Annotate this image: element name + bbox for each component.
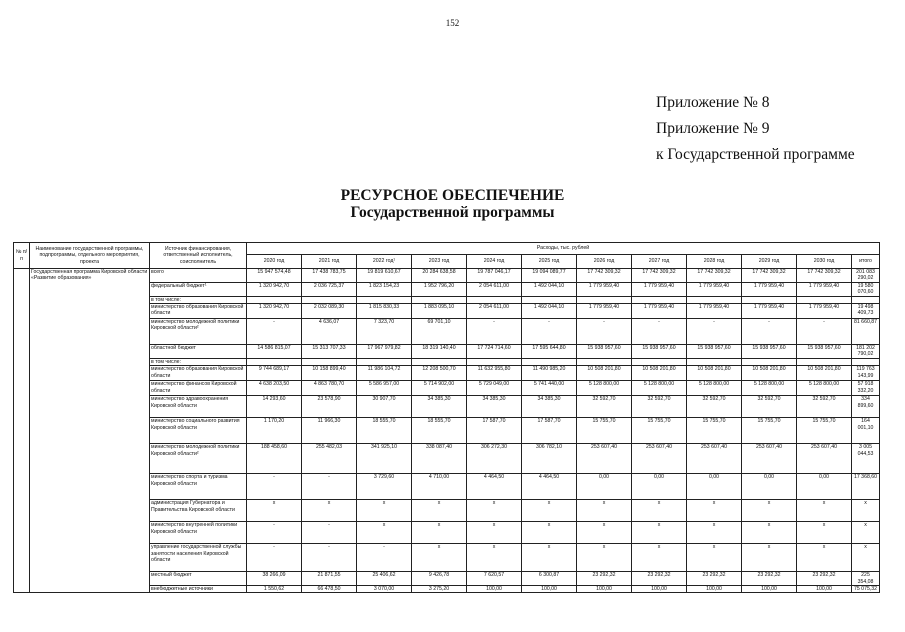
value-cell: x [632,544,687,572]
value-cell: 5 586 957,00 [357,381,412,396]
value-cell: 11 632 955,80 [467,366,522,381]
value-cell: 10 508 201,80 [797,366,852,381]
value-cell: 23 292,32 [742,572,797,586]
value-cell: x [742,500,797,522]
total-cell: 181 202 790,02 [852,345,880,359]
value-cell: 253 607,40 [577,444,632,474]
source-cell: управление государственной службы занятости населения Кировской области [150,544,247,572]
value-cell: 100,00 [687,586,742,593]
value-cell: 34 385,30 [522,396,577,418]
value-cell: 15 938 957,60 [632,345,687,359]
value-cell: 15 947 574,48 [247,269,302,283]
value-cell: 1 779 959,40 [632,304,687,319]
source-cell: в том числе: [150,358,247,365]
value-cell: 0,00 [742,474,797,500]
value-cell: 20 284 638,58 [412,269,467,283]
value-cell: x [632,500,687,522]
value-cell [412,296,467,303]
value-cell: 17 742 309,32 [797,269,852,283]
value-cell: x [797,500,852,522]
value-cell: x [797,544,852,572]
header-expenses: Расходы, тыс. рублей [247,243,880,255]
value-cell: 19 787 046,17 [467,269,522,283]
value-cell: 10 508 201,80 [632,366,687,381]
value-cell: 19 819 610,67 [357,269,412,283]
header-year: 2027 год [632,255,687,269]
value-cell: 15 938 957,60 [687,345,742,359]
value-cell: 15 313 707,33 [302,345,357,359]
value-cell [247,358,302,365]
source-cell: в том числе: [150,296,247,303]
value-cell: - [742,319,797,345]
value-cell: 15 938 957,60 [742,345,797,359]
value-cell: 1 492 044,10 [522,304,577,319]
source-cell: министерство внутренней политики Кировской области [150,522,247,544]
value-cell: 255 482,03 [302,444,357,474]
value-cell: 10 158 899,40 [302,366,357,381]
value-cell: 1 779 959,40 [742,304,797,319]
header-year: 2022 год¹ [357,255,412,269]
value-cell: 4 464,50 [522,474,577,500]
total-cell: 119 763 143,99 [852,366,880,381]
value-cell: 25 406,62 [357,572,412,586]
value-cell: 11 490 985,20 [522,366,577,381]
value-cell: 1 952 796,20 [412,282,467,296]
value-cell: x [412,522,467,544]
header-year: 2029 год [742,255,797,269]
value-cell: x [357,500,412,522]
value-cell: 1 492 044,10 [522,282,577,296]
value-cell [687,296,742,303]
value-cell: 2 054 611,00 [467,304,522,319]
value-cell: 0,00 [797,474,852,500]
total-cell: x [852,500,880,522]
value-cell [357,358,412,365]
value-cell: x [247,500,302,522]
value-cell: 15 938 957,60 [577,345,632,359]
total-cell: 57 918 332,20 [852,381,880,396]
value-cell [247,296,302,303]
value-cell: 6 300,87 [522,572,577,586]
value-cell: x [687,544,742,572]
header-year: 2021 год [302,255,357,269]
value-cell: 23 292,32 [687,572,742,586]
value-cell: 14 293,60 [247,396,302,418]
value-cell: 66 478,50 [302,586,357,593]
document-title [0,187,905,221]
value-cell: 100,00 [797,586,852,593]
value-cell: 5 741 440,00 [522,381,577,396]
total-cell: 75 075,32 [852,586,880,593]
value-cell [687,358,742,365]
value-cell: x [357,522,412,544]
value-cell: - [247,544,302,572]
value-cell: 100,00 [577,586,632,593]
value-cell [797,296,852,303]
value-cell: 7 323,70 [357,319,412,345]
header-total: итого [852,255,880,269]
value-cell: 23 292,32 [577,572,632,586]
value-cell: - [687,319,742,345]
value-cell [522,296,577,303]
value-cell: - [302,474,357,500]
value-cell [742,358,797,365]
value-cell: 12 208 500,70 [412,366,467,381]
value-cell: 306 272,30 [467,444,522,474]
value-cell: 253 607,40 [632,444,687,474]
value-cell: 23 292,32 [632,572,687,586]
value-cell: 4 710,00 [412,474,467,500]
value-cell: x [577,500,632,522]
value-cell: 2 036 725,37 [302,282,357,296]
source-cell: министерство здравоохранения Кировской области [150,396,247,418]
value-cell [467,358,522,365]
value-cell [742,296,797,303]
source-cell: министерство финансов Кировской области [150,381,247,396]
value-cell: 15 938 957,60 [797,345,852,359]
source-cell: федеральный бюджет¹ [150,282,247,296]
value-cell: x [577,522,632,544]
value-cell: 1 779 959,40 [687,282,742,296]
value-cell: 10 508 201,80 [687,366,742,381]
value-cell: 1 779 959,40 [632,282,687,296]
header-year: 2030 год [797,255,852,269]
source-cell: министерство молодежной политики Кировской области² [150,319,247,345]
value-cell [357,296,412,303]
value-cell: x [467,544,522,572]
value-cell: 1 320 942,70 [247,304,302,319]
value-cell: 5 128 800,00 [577,381,632,396]
program-name-cell: Государственная программа Кировской области «Развитие образования» [30,269,150,593]
value-cell: 10 508 201,80 [742,366,797,381]
value-cell: 3 070,00 [357,586,412,593]
value-cell: 5 128 800,00 [797,381,852,396]
value-cell: 17 742 309,32 [577,269,632,283]
value-cell: 3 729,60 [357,474,412,500]
value-cell: 34 385,30 [467,396,522,418]
value-cell: 1 779 959,40 [577,282,632,296]
value-cell: 7 620,57 [467,572,522,586]
value-cell: 18 555,70 [412,418,467,444]
header-year: 2023 год [412,255,467,269]
value-cell: x [742,522,797,544]
table-row [14,269,880,283]
value-cell: 5 714 902,00 [412,381,467,396]
total-cell: 334 899,60 [852,396,880,418]
value-cell: 3 275,20 [412,586,467,593]
value-cell: x [522,500,577,522]
total-cell: x [852,522,880,544]
value-cell: 17 967 979,82 [357,345,412,359]
value-cell: 5 128 800,00 [687,381,742,396]
value-cell: 17 724 714,60 [467,345,522,359]
resource-table [13,242,880,593]
appendix-line-9: Приложение № 9 [656,120,770,137]
total-cell: 19 580 070,60 [852,282,880,296]
total-cell: 17 368,60 [852,474,880,500]
value-cell: x [522,544,577,572]
value-cell: 253 607,40 [687,444,742,474]
value-cell: 2 054 611,00 [467,282,522,296]
value-cell: 306 782,10 [522,444,577,474]
value-cell [522,358,577,365]
value-cell: 17 595 644,80 [522,345,577,359]
value-cell: x [577,544,632,572]
header-year: 2026 год [577,255,632,269]
total-cell: 225 354,08 [852,572,880,586]
source-cell: министерство спорта и туризма Кировской области [150,474,247,500]
value-cell: 32 592,70 [687,396,742,418]
value-cell: x [467,522,522,544]
value-cell: 1 815 830,33 [357,304,412,319]
total-cell: 81 660,87 [852,319,880,345]
value-cell: 1 779 959,40 [797,282,852,296]
value-cell: 1 823 154,23 [357,282,412,296]
value-cell: 1 883 095,10 [412,304,467,319]
header-year: 2028 год [687,255,742,269]
source-cell: министерство социального развития Кировской области [150,418,247,444]
header-num: № п/п [14,243,30,269]
header-year: 2020 год [247,255,302,269]
value-cell: 4 464,50 [467,474,522,500]
value-cell: x [522,522,577,544]
source-cell: министерство образования Кировской области [150,366,247,381]
value-cell: 32 592,70 [632,396,687,418]
value-cell: 14 586 815,07 [247,345,302,359]
value-cell: 15 755,70 [632,418,687,444]
value-cell: 69 701,10 [412,319,467,345]
value-cell: 23 292,32 [797,572,852,586]
value-cell: 100,00 [522,586,577,593]
value-cell: 5 128 800,00 [742,381,797,396]
source-cell: министерство образования Кировской области [150,304,247,319]
value-cell: 32 592,70 [742,396,797,418]
value-cell: 15 755,70 [797,418,852,444]
page-number: 152 [445,18,460,28]
value-cell: 17 742 309,32 [687,269,742,283]
value-cell [577,358,632,365]
value-cell: - [302,544,357,572]
value-cell [302,358,357,365]
value-cell: x [687,500,742,522]
total-cell [852,358,880,365]
total-cell: 164 001,10 [852,418,880,444]
value-cell: x [412,544,467,572]
value-cell: 1 779 959,40 [797,304,852,319]
source-cell: министерство молодежной политики Кировской области² [150,444,247,474]
value-cell [412,358,467,365]
total-cell: 3 005 044,53 [852,444,880,474]
value-cell: 32 592,70 [797,396,852,418]
header-year: 2025 год [522,255,577,269]
value-cell: 2 032 089,30 [302,304,357,319]
value-cell: 11 966,30 [302,418,357,444]
source-cell: областной бюджет [150,345,247,359]
value-cell: 34 385,30 [412,396,467,418]
value-cell: - [797,319,852,345]
value-cell: 253 607,40 [742,444,797,474]
value-cell: 11 986 104,72 [357,366,412,381]
value-cell: 23 578,90 [302,396,357,418]
appendix-line-program: к Государственной программе [656,146,855,163]
value-cell: 0,00 [687,474,742,500]
appendix-line-8: Приложение № 8 [656,94,770,111]
value-cell: 15 755,70 [687,418,742,444]
value-cell: x [742,544,797,572]
header-source: Источник финансирования, ответственный исполнитель, соисполнитель [150,243,247,269]
row-number-cell [14,269,30,593]
value-cell: 100,00 [632,586,687,593]
value-cell: 4 638 203,50 [247,381,302,396]
value-cell: - [247,474,302,500]
value-cell [577,296,632,303]
value-cell: 5 128 800,00 [632,381,687,396]
value-cell: 100,00 [467,586,522,593]
value-cell: 38 266,09 [247,572,302,586]
value-cell: 0,00 [577,474,632,500]
value-cell: 1 550,62 [247,586,302,593]
value-cell: 253 607,40 [797,444,852,474]
value-cell: 18 555,70 [357,418,412,444]
value-cell: - [577,319,632,345]
value-cell: 9 744 689,17 [247,366,302,381]
value-cell: 4 863 780,70 [302,381,357,396]
value-cell: 19 094 089,77 [522,269,577,283]
value-cell: 188 458,60 [247,444,302,474]
table-body [14,269,880,593]
value-cell: x [302,500,357,522]
value-cell: 100,00 [742,586,797,593]
value-cell: - [522,319,577,345]
value-cell [302,296,357,303]
source-cell: администрация Губернатора и Правительства Кировской области [150,500,247,522]
total-cell: 201 083 290,02 [852,269,880,283]
value-cell [797,358,852,365]
value-cell: - [247,522,302,544]
value-cell: x [467,500,522,522]
source-cell: местный бюджет [150,572,247,586]
total-cell: x [852,544,880,572]
value-cell [632,296,687,303]
value-cell: 1 779 959,40 [742,282,797,296]
value-cell: 0,00 [632,474,687,500]
value-cell: - [357,544,412,572]
value-cell: 17 587,70 [467,418,522,444]
source-cell: всего [150,269,247,283]
value-cell: 4 636,07 [302,319,357,345]
value-cell: 17 438 783,75 [302,269,357,283]
value-cell: x [412,500,467,522]
value-cell: - [632,319,687,345]
value-cell: 10 508 201,80 [577,366,632,381]
value-cell: 1 779 959,40 [687,304,742,319]
title-line-1: РЕСУРСНОЕ ОБЕСПЕЧЕНИЕ [340,187,565,204]
header-name: Наименование государственной программы, подпрограммы, отдельного мероприятия, проекта [30,243,150,269]
source-cell: внебюджетные источники [150,586,247,593]
value-cell: 341 925,10 [357,444,412,474]
value-cell: x [797,522,852,544]
value-cell: - [247,319,302,345]
value-cell: 15 755,70 [742,418,797,444]
value-cell: x [687,522,742,544]
header-year: 2024 год [467,255,522,269]
value-cell [632,358,687,365]
value-cell: 9 426,78 [412,572,467,586]
title-line-2: Государственной программы [350,204,555,221]
total-cell: 19 498 409,73 [852,304,880,319]
total-cell [852,296,880,303]
value-cell: 15 755,70 [577,418,632,444]
value-cell: - [302,522,357,544]
value-cell: 17 587,70 [522,418,577,444]
value-cell: 17 742 309,32 [742,269,797,283]
value-cell: 32 592,70 [577,396,632,418]
value-cell: - [467,319,522,345]
value-cell: 17 742 309,32 [632,269,687,283]
value-cell: 1 320 942,70 [247,282,302,296]
value-cell: x [632,522,687,544]
value-cell: 1 779 959,40 [577,304,632,319]
value-cell: 18 319 140,40 [412,345,467,359]
value-cell [467,296,522,303]
value-cell: 5 729 049,00 [467,381,522,396]
value-cell: 338 087,40 [412,444,467,474]
value-cell: 30 907,70 [357,396,412,418]
value-cell: 21 871,55 [302,572,357,586]
value-cell: 1 170,20 [247,418,302,444]
